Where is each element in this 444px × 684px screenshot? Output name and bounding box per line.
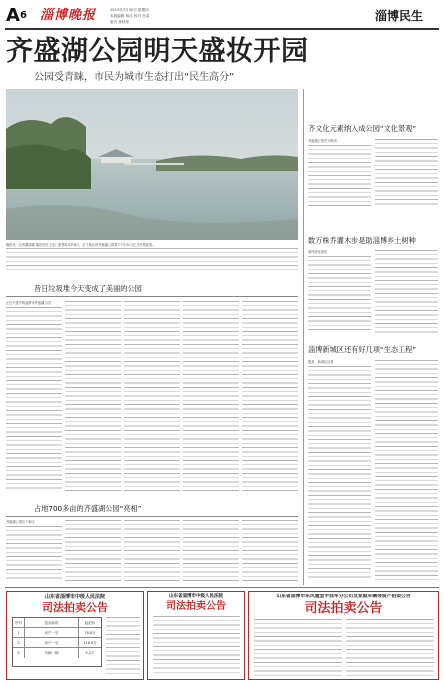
page-number: 6 [20,10,27,21]
article-2-rule [6,516,298,517]
article-1-col-3 [124,301,180,492]
lead-body-text [6,243,298,270]
ad-3-notice-text-left [254,619,342,676]
article-3-body-start: 齐盛湖公园充分利用 [308,139,337,143]
article-3-col-2 [375,139,438,207]
article-2-col-5 [242,520,298,582]
ad-3-header: 山东省淄博市东风重型半挂车分公司及家庭车辆等资产拍卖公告 [276,594,411,599]
article-3-title: 齐文化元素纳入成公园“文化景观” [308,124,417,133]
article-1-col-1 [6,307,62,492]
article-1-col-2 [65,301,121,492]
article-2-col-4 [183,520,239,582]
article-5-col-1 [308,366,371,580]
section-name: 淄博民生 [375,9,424,23]
lead-headline: 齐盛湖公园明天盛妆开园 [6,36,309,67]
designer-line: 版式 张秋萍 [110,20,130,24]
ad-1-table-row: 1 房产一宗 76.8万 [13,628,101,638]
article-5-columns [308,360,438,582]
ad-2-title: 司法拍卖公告 [166,601,226,612]
article-4-body-start: 园内绿化建设 [308,250,328,254]
article-1-title: 昔日垃圾堆今天变成了美丽的公园 [34,284,142,293]
ad-1-table-row: 序号 拍卖标的 起拍价 [13,618,101,628]
ad-1-table-row: 3 车辆一辆 5.2万 [13,648,101,658]
right-column-divider [303,89,304,585]
lead-subhead: 公园受青睐，市民为城市生态打出“民生高分” [34,72,235,83]
ad-court-auction-1 [6,591,144,680]
lead-body-start: 晚报讯（记者董丽娜 通讯员杜士龙）夏季周末约8日，位于新区的齐盛湖公园将于7月31日正式开园迎客。 [6,243,156,247]
ad-3-title: 司法拍卖公告 [304,601,383,616]
article-2-col-2 [65,520,121,582]
article-2-col-1 [6,526,62,582]
article-2-body-start: 齐盛湖公园位于新区 [6,520,35,524]
article-2-title: 占地700多亩的齐盛湖公园“亮相” [34,504,142,513]
ads-top-rule [5,587,439,588]
ad-3-notice-text-right [346,619,434,676]
ad-1-table-row: 2 房产一宗 118.6万 [13,638,101,648]
article-1-rule [6,296,298,297]
article-5-body-start: 据悉，新城区还将 [308,360,334,364]
article-2-col-3 [124,520,180,582]
article-1-body-start: 正在兴建中的淄博市齐盛湖公园 [6,301,51,305]
ad-1-notice-text [106,617,140,675]
article-5-col-2 [375,360,438,580]
article-5-title: 淄博新城区还有好几项“生态工程” [308,345,417,354]
article-3-col-1 [308,145,371,207]
ad-2-notice-text [153,616,240,676]
ad-1-table [12,617,102,667]
ad-1-header: 山东省淄博市中级人民法院 [44,594,105,600]
article-2-columns [6,520,298,585]
editor-line: 本版编辑 杨洋 校对 岳清 [110,14,150,18]
date-line: 2015年7月30日 星期四 [110,8,149,12]
ad-2-header: 山东省淄博市中级人民法院 [169,594,223,599]
article-1-col-5 [242,301,298,492]
masthead-rule [5,28,439,30]
lake-park-photo [6,89,298,240]
ad-court-auction-3 [248,591,439,680]
lead-body-lines [6,248,298,270]
article-1-col-4 [183,301,239,492]
article-4-col-1 [308,256,371,333]
paper-name-logo: 淄博晚报 [40,8,97,23]
ad-court-auction-2 [147,591,245,680]
article-1-columns [6,301,298,496]
article-4-col-2 [375,250,438,333]
article-3-columns [308,139,438,209]
article-4-title: 数万株乔灌木步是助淄博乡土树种 [308,236,416,245]
ad-1-title: 司法拍卖公告 [42,601,108,614]
article-4-columns [308,250,438,335]
page-letter: A [6,5,20,26]
